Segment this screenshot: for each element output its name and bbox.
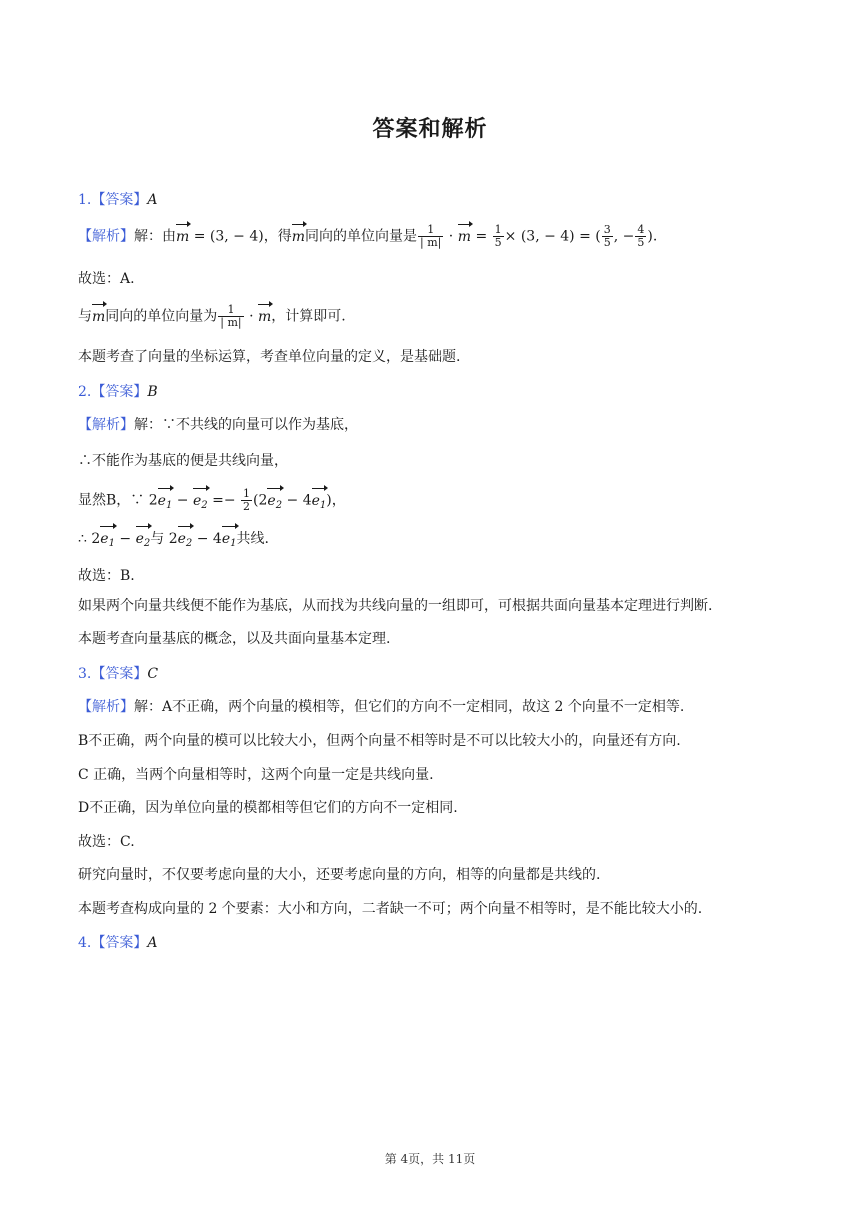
analysis-tag: 【解析】 xyxy=(78,417,134,433)
vector-e1: $e_1$ xyxy=(312,490,327,517)
fraction-3-5 xyxy=(602,224,613,249)
q2-l3c: (2 xyxy=(253,492,268,509)
vector-e2: $e_2$ xyxy=(193,490,208,517)
vector-e1: $e_1$ xyxy=(100,528,115,555)
q3-answer-line xyxy=(78,663,158,685)
minus-4: − 4 xyxy=(192,531,222,547)
q2-l4 xyxy=(78,528,269,555)
vector-m: m xyxy=(258,306,271,328)
q2-summary: 本题考查向量基底的概念，以及共面向量基本定理. xyxy=(78,631,391,647)
q2-l3b: =− xyxy=(207,492,241,509)
fraction-1-2 xyxy=(241,488,252,513)
q2-l3a: 显然B，∵ 2 xyxy=(78,492,158,509)
fraction-1-over-norm-m xyxy=(418,224,443,249)
q2-l1: 解：∵不共线的向量可以作为基底， xyxy=(134,417,358,433)
comma-minus: , − xyxy=(613,228,635,245)
q3-answer: C xyxy=(147,666,159,682)
frac-den: 5 xyxy=(494,236,502,249)
frac-num: 1 xyxy=(418,224,443,237)
answer-tag: 【答案】 xyxy=(91,666,148,682)
q1-eq2: = xyxy=(471,228,492,245)
q3-l2: B不正确，两个向量的模可以比较大小，但两个向量不相等时是不可以比较大小的，向量还有方向. xyxy=(78,733,681,749)
q1-choose: 故选：A. xyxy=(78,271,135,287)
frac-den: 2 xyxy=(243,500,251,513)
q1-hint-a: 与 xyxy=(78,308,92,325)
vector-m: m xyxy=(92,306,105,328)
frac-num: 1 xyxy=(243,487,251,500)
q3-number: 3. xyxy=(78,666,92,682)
frac-num: 1 xyxy=(494,223,502,236)
vector-e1: $e_1$ xyxy=(158,490,173,517)
dot: · xyxy=(244,308,258,325)
q1-hint-b: 同向的单位向量为 xyxy=(105,308,218,325)
q3-choose: 故选：C. xyxy=(78,834,135,850)
vector-m: m xyxy=(292,226,305,248)
frac-den: 5 xyxy=(637,236,645,249)
q2-hint: 如果两个向量共线便不能作为基底，从而找为共线向量的一组即可，可根据共面向量基本定理进行判断. xyxy=(78,598,713,614)
q1-mid: 同向的单位向量是 xyxy=(305,228,418,245)
frac-den: 5 xyxy=(603,236,611,249)
q1-answer-line xyxy=(78,189,157,211)
q1-number: 1. xyxy=(78,192,92,208)
q1-end: ). xyxy=(647,228,658,245)
q2-l3 xyxy=(78,488,346,517)
q2-answer: B xyxy=(147,384,158,400)
q3-l3: C 正确，当两个向量相等时，这两个向量一定是共线向量. xyxy=(78,767,434,783)
answer-tag: 【答案】 xyxy=(91,384,148,400)
q3-summary: 本题考查构成向量的 2 个要素：大小和方向，二者缺一不可；两个向量不相等时，是不能比较大小的. xyxy=(78,901,703,917)
q4-answer: A xyxy=(147,935,158,951)
q2-analysis-line xyxy=(78,414,358,436)
q2-choose: 故选：B. xyxy=(78,568,135,584)
vector-e2: $e_2$ xyxy=(267,490,282,517)
q1-answer: A xyxy=(147,192,158,208)
vector-e2: $e_2$ xyxy=(136,528,151,555)
fraction-1-5 xyxy=(493,224,504,249)
frac-num: 3 xyxy=(603,223,611,236)
q3-l1: 解：A不正确，两个向量的模相等，但它们的方向不一定相同，故这 2 个向量不一定相等. xyxy=(134,699,685,715)
q2-l4b: 与 2 xyxy=(150,531,178,547)
page-footer: 第 4页，共 11页 xyxy=(384,1152,476,1166)
answer-tag: 【答案】 xyxy=(91,935,148,951)
q3-hint: 研究向量时，不仅要考虑向量的大小，还要考虑向量的方向，相等的向量都是共线的. xyxy=(78,867,601,883)
q1-analysis-line xyxy=(78,224,657,249)
q4-number: 4. xyxy=(78,935,92,951)
q2-l4a: ∴ 2 xyxy=(78,531,101,547)
frac-den: | m| xyxy=(420,236,442,249)
q1-summary: 本题考查了向量的坐标运算，考查单位向量的定义，是基础题. xyxy=(78,349,461,365)
analysis-tag: 【解析】 xyxy=(78,228,134,245)
minus: − xyxy=(172,492,193,509)
answer-tag: 【答案】 xyxy=(91,192,148,208)
fraction-4-5 xyxy=(635,224,646,249)
q1-eq3: × (3, − 4) = ( xyxy=(504,228,601,245)
q2-number: 2. xyxy=(78,384,92,400)
frac-num: 1 xyxy=(218,304,243,317)
frac-den: | m| xyxy=(220,316,242,329)
vector-e2: $e_2$ xyxy=(178,528,193,555)
fraction-1-over-norm-m xyxy=(218,304,243,329)
q1-intro: 解：由 xyxy=(134,228,176,245)
q2-answer-line xyxy=(78,381,158,403)
analysis-tag: 【解析】 xyxy=(78,699,134,715)
minus: − xyxy=(114,531,136,547)
frac-num: 4 xyxy=(637,223,645,236)
q4-answer-line xyxy=(78,932,157,954)
q1-hint xyxy=(78,304,346,329)
vector-m: m xyxy=(458,226,471,248)
q2-l3e: )， xyxy=(326,492,346,509)
q1-eq1: = (3, − 4)，得 xyxy=(189,228,292,245)
q1-hint-c: ，计算即可. xyxy=(271,308,346,325)
q2-l3d: − 4 xyxy=(282,492,312,509)
vector-e1: $e_1$ xyxy=(222,528,237,555)
vector-m: m xyxy=(176,226,189,248)
q2-l2: ∴不能作为基底的便是共线向量， xyxy=(78,453,288,469)
q3-l4: D不正确，因为单位向量的模都相等但它们的方向不一定相同. xyxy=(78,800,458,816)
q3-analysis-line xyxy=(78,696,684,718)
dot: · xyxy=(444,228,458,245)
q2-l4c: 共线. xyxy=(236,531,269,547)
page-title: 答案和解析 xyxy=(372,117,488,142)
